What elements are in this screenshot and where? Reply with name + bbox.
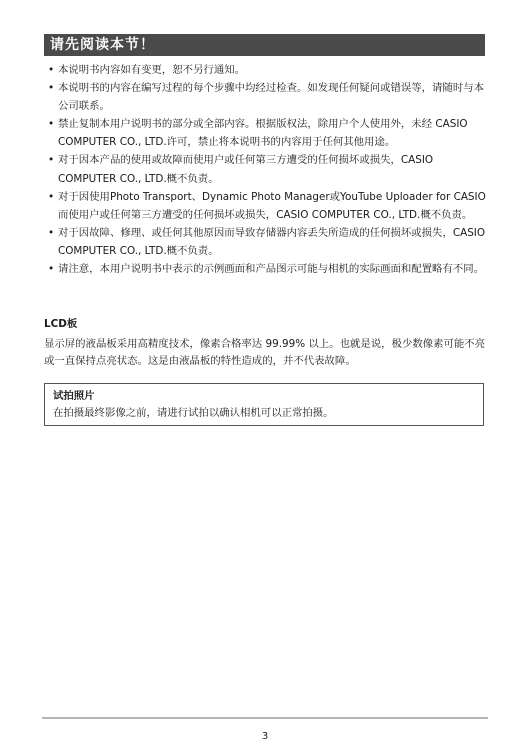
section-title-bar (44, 34, 485, 56)
notice-item (44, 260, 488, 278)
page-number: 3 (261, 731, 269, 742)
notice-list (44, 61, 488, 278)
notice-item (44, 61, 488, 79)
bullet-icon: • (48, 82, 55, 95)
trial-shot-heading: 试拍照片 (53, 390, 95, 402)
bullet-icon: • (48, 118, 55, 131)
notice-text: 对于因使用Photo Transport、Dynamic Photo Manager或YouTube Uploader for CASIO而使用户或任何第三方遭受的任何损坏或损失，CASIO COMPUTER CO., LTD.概不负责。 (58, 190, 486, 221)
trial-shot-box (44, 383, 484, 426)
bullet-icon: • (48, 154, 55, 167)
notice-item (44, 79, 488, 115)
bullet-icon: • (48, 190, 55, 203)
trial-shot-body-text: 在拍摄最终影像之前，请进行试拍以确认相机可以正常拍摄。 (53, 407, 334, 419)
notice-text: 本说明书内容如有变更，恕不另行通知。 (58, 64, 246, 76)
notice-text: 请注意，本用户说明书中表示的示例画面和产品图示可能与相机的实际画面和配置略有不同。 (58, 263, 485, 276)
notice-item (44, 224, 488, 260)
notice-text: 对于因故障、修理、或任何其他原因而导致存储器内容丢失所造成的任何损坏或损失，CASIO COMPUTER CO., LTD.概不负责。 (58, 226, 486, 257)
lcd-section (44, 316, 488, 371)
notice-text: 对于因本产品的使用或故障而使用户或任何第三方遭受的任何损坏或损失，CASIO COMPUTER CO., LTD.概不负责。 (58, 154, 434, 185)
bullet-icon: • (48, 263, 55, 276)
notice-item (44, 115, 488, 151)
notice-item (44, 151, 488, 187)
lcd-heading: LCD板 (44, 318, 78, 330)
section-title: 请先阅读本节！ (50, 37, 155, 53)
bullet-icon: • (48, 64, 55, 76)
notice-text: 本说明书的内容在编写过程的每个步骤中均经过检查。如发现任何疑问或错误等，请随时与本公司联系。 (58, 82, 485, 113)
footer-divider (42, 717, 488, 719)
lcd-body-text: 显示屏的液晶板采用高精度技术，像素合格率达 99.99% 以上。也就是说，极少数像素可能不亮或一直保持点亮状态。这是由液晶板的特性造成的，并不代表故障。 (44, 337, 486, 367)
bullet-icon: • (48, 226, 55, 239)
notice-text: 禁止复制本用户说明书的部分或全部内容。根据版权法，除用户个人使用外，未经 CASIO COMPUTER CO., LTD.许可，禁止将本说明书的内容用于任何其他用途。 (58, 118, 468, 149)
notice-item (44, 188, 488, 224)
